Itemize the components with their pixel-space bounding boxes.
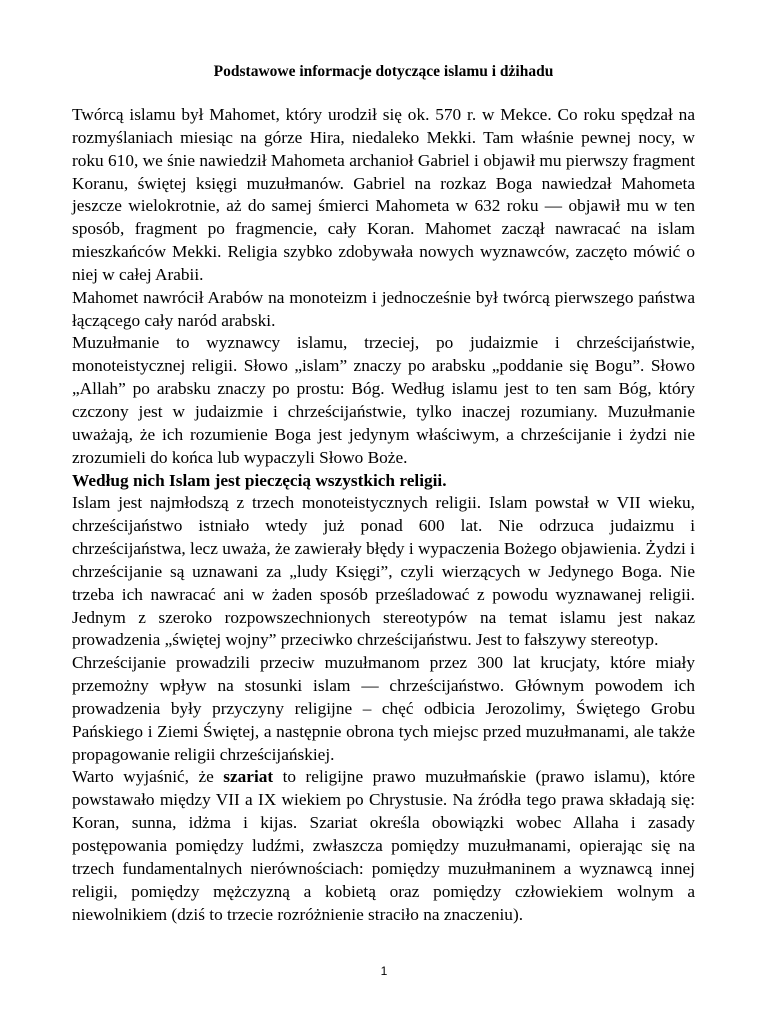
paragraph-monotheism: Mahomet nawrócił Arabów na monoteizm i jednocześnie był twórcą pierwszego państwa łączącego cały naród arabski.	[72, 287, 695, 330]
paragraph-muslims: Muzułmanie to wyznawcy islamu, trzeciej, po judaizmie i chrześcijaństwie, monoteistycznej religii. Słowo „islam” znaczy po arabsku „poddanie się Bogu”. Słowo „Allah” po arabsku znaczy po prostu: Bóg. Według islamu jest to ten sam Bóg, który czczony jest w judaizmie i chrześcijaństwie, tylko inaczej rozumiany. Muzułmanie uważają, że ich rozumienie Boga jest jedynym właściwym, a chrześcijanie i żydzi nie zrozumieli do końca lub wypaczyli Słowo Boże.	[72, 333, 695, 467]
paragraph-sharia	[72, 766, 695, 926]
paragraph-origins: Twórcą islamu był Mahomet, który urodził się ok. 570 r. w Mekce. Co roku spędzał na rozmyślaniach miesiąc na górze Hira, niedaleko Mekki. Tam właśnie pewnej nocy, w roku 610, we śnie nawiedził Mahometa archanioł Gabriel i objawił mu pierwszy fragment Koranu, świętej księgi muzułmanów. Gabriel na rozkaz Boga nawiedzał Mahometa jeszcze wielokrotnie, aż do samej śmierci Mahometa w 632 roku — objawił mu w ten sposób, fragment po fragmencie, cały Koran. Mahomet zaczął nawracać na islam mieszkańców Mekki. Religia szybko zdobywała nowych wyznawców, zaczęto mówić o niej w całej Arabii.	[72, 105, 695, 284]
paragraph-seal-of-religions: Według nich Islam jest pieczęcią wszystkich religii.	[72, 470, 447, 490]
sharia-term: szariat	[223, 767, 274, 787]
document-page	[72, 62, 695, 926]
sharia-text-after: to religijne prawo muzułmańskie (prawo islamu), które powstawało między VII a IX wiekiem po Chrystusie. Na źródła tego prawa składają się: Koran, sunna, idżma i kijas. Szariat określa obowiązki wobec Allaha i zasady postępowania pomiędzy ludźmi, zwłaszcza pomiędzy muzułmanami, opierając się na trzech fundamentalnych nierównościach: pomiędzy muzułmaninem a wyznawcą innej religii, pomiędzy mężczyzną a kobietą oraz pomiędzy człowiekiem wolnym a niewolnikiem (dziś to trzecie rozróżnienie straciło na znaczeniu).	[72, 767, 695, 924]
paragraph-youngest-religion: Islam jest najmłodszą z trzech monoteistycznych religii. Islam powstał w VII wieku, chrześcijaństwo istniało wtedy już ponad 600 lat. Nie odrzuca judaizmu i chrześcijaństwa, lecz uważa, że zawierały błędy i wypaczenia Bożego objawienia. Żydzi i chrześcijanie są uznawani za „ludy Księgi”, czyli wierzących w Jedynego Boga. Nie trzeba ich nawracać ani w żaden sposób prześladować z powodu wyznawanej religii. Jednym z szeroko rozpowszechnionych stereotypów na temat islamu jest nakaz prowadzenia „świętej wojny” przeciwko chrześcijaństwu. Jest to fałszywy stereotyp.	[72, 493, 695, 650]
document-title: Podstawowe informacje dotyczące islamu i dżihadu	[213, 63, 554, 80]
page-number: 1	[380, 964, 388, 978]
sharia-text-before: Warto wyjaśnić, że	[72, 767, 224, 787]
paragraph-crusades: Chrześcijanie prowadzili przeciw muzułmanom przez 300 lat krucjaty, które miały przemożny wpływ na stosunki islam — chrześcijaństwo. Głównym powodem ich prowadzenia były przyczyny religijne – chęć odbicia Jerozolimy, Świętego Grobu Pańskiego i Ziemi Świętej, a następnie obrona tych miejsc przed muzułmanami, ale także propagowanie religii chrześcijańskiej.	[72, 653, 695, 764]
